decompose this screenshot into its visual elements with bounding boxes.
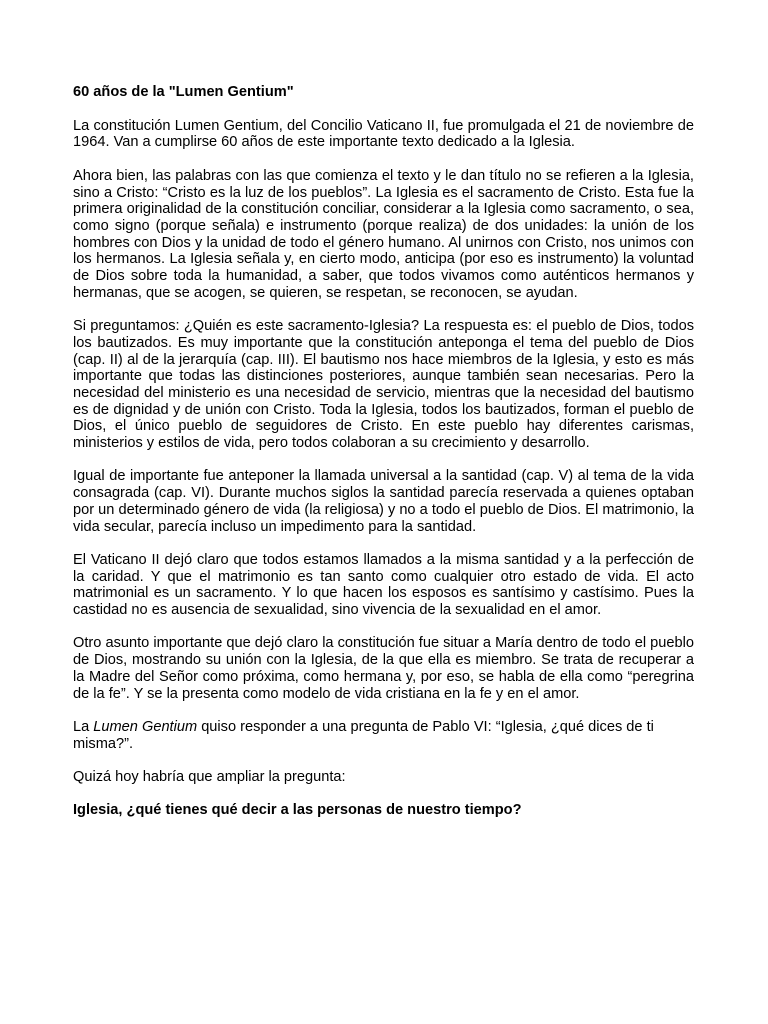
paragraph-mary: Otro asunto importante que dejó claro la constitución fue situar a María dentro de todo el pueblo de Dios, mostrando su unión con la Iglesia, de la que ella es miembro. Se trata de recuperar a la Madre del Señor como próxima, como hermana y, por eso, se habla de ella como “peregrina de la fe”. Y se la presenta como modelo de vida cristiana en la fe y en el amor. bbox=[73, 635, 694, 702]
paragraph-universal-holiness: Igual de importante fue anteponer la llamada universal a la santidad (cap. V) al tema de la vida consagrada (cap. VI). Durante muchos siglos la santidad parecía reservada a quienes optaban por un determinado género de vida (la religiosa) y no a todo el pueblo de Dios. El matrimonio, la vida secular, parecía incluso un impedimento para la santidad. bbox=[73, 468, 694, 535]
document-page bbox=[73, 84, 694, 819]
quote-suffix: quiso responder a una pregunta de Pablo VI: “Iglesia, ¿qué dices de ti misma?”. bbox=[73, 718, 654, 752]
paragraph-pablo-vi-question bbox=[73, 719, 694, 752]
quote-prefix: La bbox=[73, 718, 94, 735]
document-title: 60 años de la "Lumen Gentium" bbox=[73, 84, 294, 100]
paragraph-intro: La constitución Lumen Gentium, del Concilio Vaticano II, fue promulgada el 21 de noviembre de 1964. Van a cumplirse 60 años de este importante texto dedicado a la Iglesia. bbox=[73, 117, 694, 151]
paragraph-marriage: El Vaticano II dejó claro que todos estamos llamados a la misma santidad y a la perfección de la caridad. Y que el matrimonio es tan santo como cualquier otro estado de vida. El acto matrimonial es un sacramento. Y lo que hacen los esposos es santísimo y castísimo. Pues la castidad no es ausencia de sexualidad, sino vivencia de la sexualidad en el amor. bbox=[73, 551, 694, 619]
closing-question: Iglesia, ¿qué tienes qué decir a las personas de nuestro tiempo? bbox=[73, 802, 522, 819]
paragraph-people-of-god: Si preguntamos: ¿Quién es este sacramento-Iglesia? La respuesta es: el pueblo de Dios, todos los bautizados. Es muy importante que la constitución anteponga el tema del pueblo de Dios (cap. II) al de la jerarquía (cap. III). El bautismo nos hace miembros de la Iglesia, y esto es más importante que todas las distinciones posteriores, aunque también sean necesarias. Pero la necesidad del ministerio es una necesidad de servicio, mientras que la necesidad del bautismo es de dignidad y de unión con Cristo. Toda la Iglesia, todos los bautizados, forman el pueblo de Dios, el único pueblo de seguidores de Cristo. En este pueblo hay diferentes carismas, ministerios y estilos de vida, pero todos colaboran a su crecimiento y desarrollo. bbox=[73, 318, 694, 452]
paragraph-lead-in: Quizá hoy habría que ampliar la pregunta: bbox=[73, 769, 346, 786]
quote-italic-title: Lumen Gentium bbox=[93, 718, 198, 735]
paragraph-christ-light: Ahora bien, las palabras con las que comienza el texto y le dan título no se refieren a la Iglesia, sino a Cristo: “Cristo es la luz de los pueblos”. La Iglesia es el sacramento de Cristo. Esta fue la primera originalidad de la constitución conciliar, considerar a la Iglesia como sacramento, o sea, como signo (porque señala) e instrumento (porque realiza) de dos unidades: la unión de los hombres con Dios y la unidad de todo el género humano. Al unirnos con Cristo, nos unimos con los hermanos. La Iglesia señala y, en cierto modo, anticipa (por eso es instrumento) la voluntad de Dios sobre toda la humanidad, a saber, que todos vivamos como auténticos hermanos y hermanas, que se acogen, se quieren, se respetan, se reconocen, se ayudan. bbox=[73, 167, 694, 301]
